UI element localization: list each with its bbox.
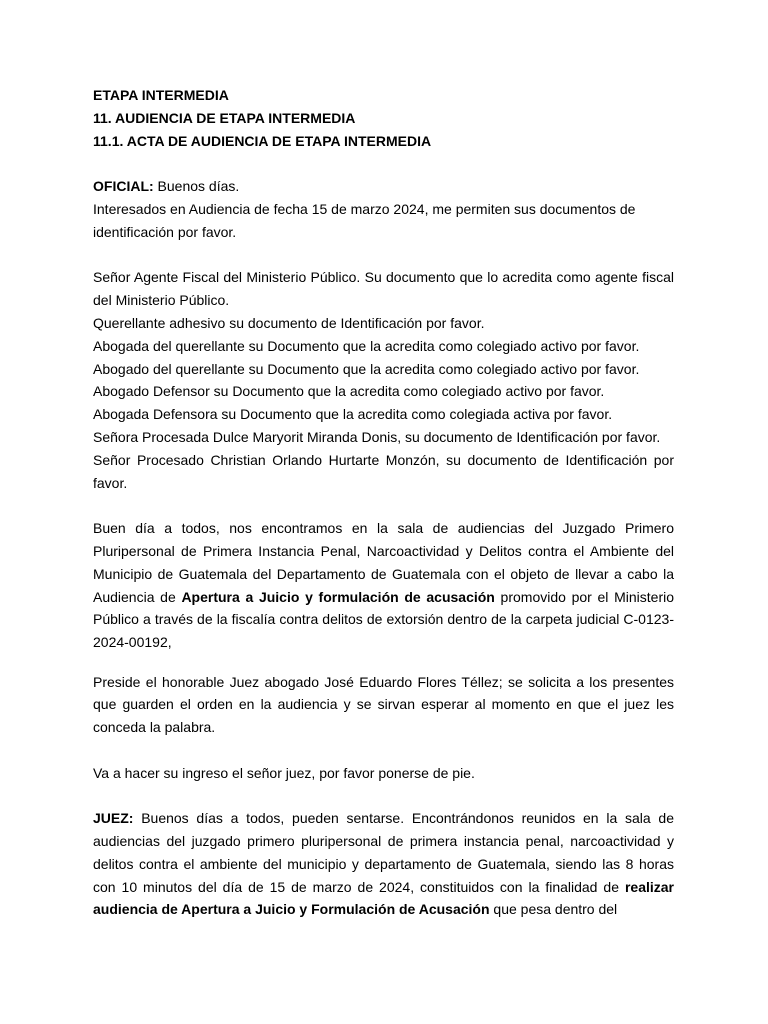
heading-subsection: 11.1. ACTA DE AUDIENCIA DE ETAPA INTERMEDIA — [93, 132, 432, 149]
judge-statement-text-b: que pesa dentro del — [489, 901, 618, 918]
request-abogada-defensora: Abogada Defensora su Documento que la acredita como colegiada activa por favor. — [93, 406, 613, 423]
request-abogada-querellante: Abogada del querellante su Documento que la acredita como colegiado activo por favor. — [93, 337, 640, 354]
judge-entry-paragraph: Va a hacer su ingreso el señor juez, por favor ponerse de pie. — [93, 764, 475, 781]
request-querellante: Querellante adhesivo su documento de Identificación por favor. — [93, 314, 485, 331]
officer-id-request: Interesados en Audiencia de fecha 15 de marzo 2024, me permiten sus documentos de identificación por favor. — [93, 200, 636, 240]
request-abogado-querellante: Abogado del querellante su Documento que la acredita como colegiado activo por favor. — [93, 360, 640, 377]
judge-speaker-label: JUEZ: — [93, 810, 134, 827]
judge-statement-text-a: Buenos días a todos, pueden sentarse. Encontrándonos reunidos en la sala de audiencias del juzgado primero pluripersonal de primera instancia penal, narcoactividad y delitos contra el ambiente del municipio y departamento de Guatemala, siendo las 8 horas con 10 minutos del día de 15 de marzo de 2024, constituidos con la finalidad de — [93, 810, 674, 895]
request-abogado-defensor: Abogado Defensor su Documento que la acredita como colegiado activo por favor. — [93, 383, 605, 400]
session-opening-bold: Apertura a Juicio y formulación de acusación — [181, 588, 495, 605]
request-fiscal: Señor Agente Fiscal del Ministerio Público. Su documento que lo acredita como agente fiscal del Ministerio Público. — [93, 269, 674, 309]
judge-statement-bold: realizar audiencia de Apertura a Juicio y Formulación de Acusación — [93, 878, 674, 918]
judge-statement-paragraph — [93, 807, 674, 921]
request-procesado: Señor Procesado Christian Orlando Hurtarte Monzón, su documento de Identificación por favor. — [93, 451, 674, 491]
request-procesada: Señora Procesada Dulce Maryorit Miranda Donis, su documento de Identificación por favor. — [93, 428, 661, 445]
officer-speaker-label: OFICIAL: — [93, 178, 154, 195]
heading-stage: ETAPA INTERMEDIA — [93, 87, 229, 103]
officer-greeting-text: Buenos días. — [153, 178, 240, 195]
session-opening-text-b: promovido por el Ministerio Público a través de la fiscalía contra delitos de extorsión dentro de la carpeta judicial C-0123-2024-00192, — [93, 588, 674, 651]
document-body — [93, 84, 674, 921]
session-opening-paragraph — [93, 517, 674, 654]
heading-section: 11. AUDIENCIA DE ETAPA INTERMEDIA — [93, 109, 356, 126]
officer-greeting — [93, 175, 674, 198]
session-opening-text-a: Buen día a todos, nos encontramos en la sala de audiencias del Juzgado Primero Pluripersonal de Primera Instancia Penal, Narcoactividad y Delitos contra el Ambiente del Municipio de Guatemala del Departamento de Guatemala con el objeto de llevar a cabo la Audiencia de — [93, 520, 674, 605]
presiding-judge-paragraph: Preside el honorable Juez abogado José Eduardo Flores Téllez; se solicita a los presentes que guarden el orden en la audiencia y se sirvan esperar al momento en que el juez les conceda la palabra. — [93, 673, 674, 736]
